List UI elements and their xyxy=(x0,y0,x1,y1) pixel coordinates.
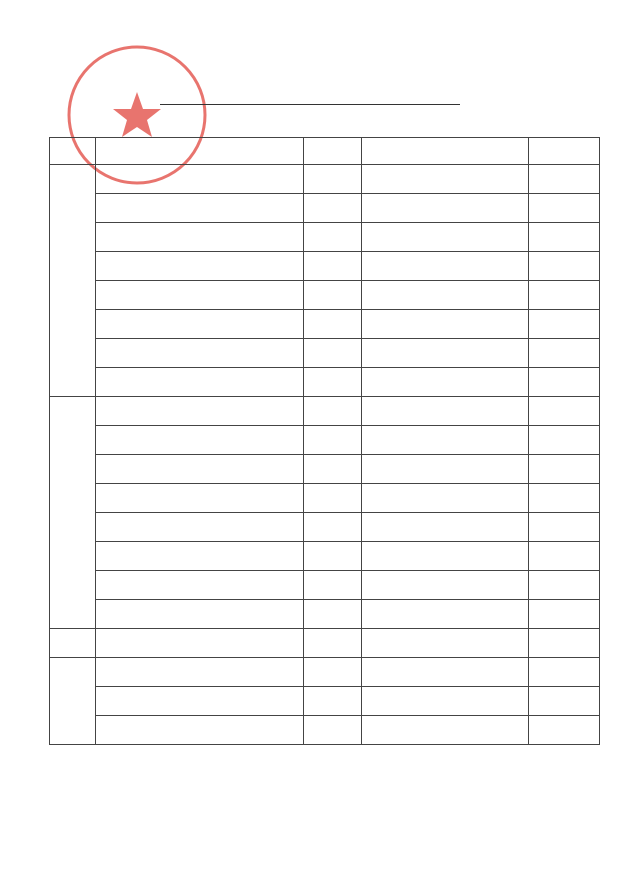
item-result-2 xyxy=(529,223,600,252)
item-standard-2 xyxy=(362,426,529,455)
table-row xyxy=(50,629,600,658)
item-result-2 xyxy=(529,716,600,745)
item-result-2 xyxy=(529,571,600,600)
table-row xyxy=(50,339,600,368)
item-result xyxy=(304,252,362,281)
item-result xyxy=(304,310,362,339)
item-result-2 xyxy=(529,687,600,716)
item-standard-2 xyxy=(362,252,529,281)
header-result2 xyxy=(529,138,600,165)
item-result xyxy=(304,281,362,310)
item-result-2 xyxy=(529,310,600,339)
item-result-2 xyxy=(529,194,600,223)
item-standard-2 xyxy=(362,339,529,368)
item-standard xyxy=(96,658,304,687)
table-row xyxy=(50,542,600,571)
item-result xyxy=(304,397,362,426)
item-result xyxy=(304,716,362,745)
item-standard-2 xyxy=(362,687,529,716)
item-standard-2 xyxy=(362,658,529,687)
item-result xyxy=(304,571,362,600)
item-standard xyxy=(96,368,304,397)
header-result xyxy=(304,138,362,165)
category-toxic xyxy=(50,397,96,629)
title-underline xyxy=(160,104,460,105)
item-result-2 xyxy=(529,368,600,397)
item-result-2 xyxy=(529,629,600,658)
item-standard-2 xyxy=(362,513,529,542)
table-row xyxy=(50,716,600,745)
item-standard xyxy=(96,455,304,484)
item-result-2 xyxy=(529,281,600,310)
item-standard-2 xyxy=(362,165,529,194)
item-result xyxy=(304,484,362,513)
table-row xyxy=(50,484,600,513)
item-standard xyxy=(96,600,304,629)
item-standard-2 xyxy=(362,571,529,600)
item-standard xyxy=(96,310,304,339)
table-row xyxy=(50,397,600,426)
item-standard-2 xyxy=(362,397,529,426)
item-standard xyxy=(96,165,304,194)
category-micro xyxy=(50,658,96,745)
item-result xyxy=(304,687,362,716)
item-result xyxy=(304,455,362,484)
item-standard-2 xyxy=(362,542,529,571)
table-row xyxy=(50,426,600,455)
table-row xyxy=(50,194,600,223)
header-category xyxy=(50,138,96,165)
item-result-2 xyxy=(529,455,600,484)
table-row xyxy=(50,687,600,716)
item-result-2 xyxy=(529,658,600,687)
item-result xyxy=(304,194,362,223)
item-result xyxy=(304,600,362,629)
item-result xyxy=(304,542,362,571)
item-standard xyxy=(96,629,304,658)
item-result-2 xyxy=(529,484,600,513)
item-standard xyxy=(96,542,304,571)
item-standard xyxy=(96,252,304,281)
item-standard-2 xyxy=(362,600,529,629)
item-standard xyxy=(96,716,304,745)
category-reference xyxy=(50,629,96,658)
table-row xyxy=(50,513,600,542)
item-standard-2 xyxy=(362,281,529,310)
item-standard xyxy=(96,687,304,716)
item-result xyxy=(304,339,362,368)
header-row xyxy=(50,138,600,165)
item-result-2 xyxy=(529,252,600,281)
item-result xyxy=(304,426,362,455)
item-standard xyxy=(96,194,304,223)
item-standard xyxy=(96,513,304,542)
item-standard xyxy=(96,484,304,513)
item-result-2 xyxy=(529,397,600,426)
item-standard-2 xyxy=(362,455,529,484)
table-row xyxy=(50,223,600,252)
header-item xyxy=(96,138,304,165)
item-result xyxy=(304,513,362,542)
item-standard xyxy=(96,281,304,310)
item-result-2 xyxy=(529,513,600,542)
item-result xyxy=(304,165,362,194)
item-standard-2 xyxy=(362,194,529,223)
item-result xyxy=(304,368,362,397)
item-standard-2 xyxy=(362,368,529,397)
test-date xyxy=(384,116,392,130)
item-standard-2 xyxy=(362,629,529,658)
item-result-2 xyxy=(529,600,600,629)
item-standard xyxy=(96,426,304,455)
item-result xyxy=(304,223,362,252)
table-row xyxy=(50,310,600,339)
item-standard-2 xyxy=(362,716,529,745)
category-sensory xyxy=(50,165,96,397)
item-result-2 xyxy=(529,339,600,368)
table-row xyxy=(50,658,600,687)
table-row xyxy=(50,281,600,310)
table-row xyxy=(50,600,600,629)
item-result-2 xyxy=(529,426,600,455)
item-standard-2 xyxy=(362,484,529,513)
table-row xyxy=(50,368,600,397)
table-row xyxy=(50,571,600,600)
item-standard xyxy=(96,397,304,426)
item-standard-2 xyxy=(362,310,529,339)
header-item2 xyxy=(362,138,529,165)
item-result-2 xyxy=(529,165,600,194)
item-standard xyxy=(96,339,304,368)
report-table xyxy=(49,137,600,745)
item-result xyxy=(304,658,362,687)
item-result-2 xyxy=(529,542,600,571)
item-result xyxy=(304,629,362,658)
item-standard xyxy=(96,223,304,252)
table-row xyxy=(50,455,600,484)
table-row xyxy=(50,165,600,194)
item-standard xyxy=(96,571,304,600)
table-row xyxy=(50,252,600,281)
item-standard-2 xyxy=(362,223,529,252)
